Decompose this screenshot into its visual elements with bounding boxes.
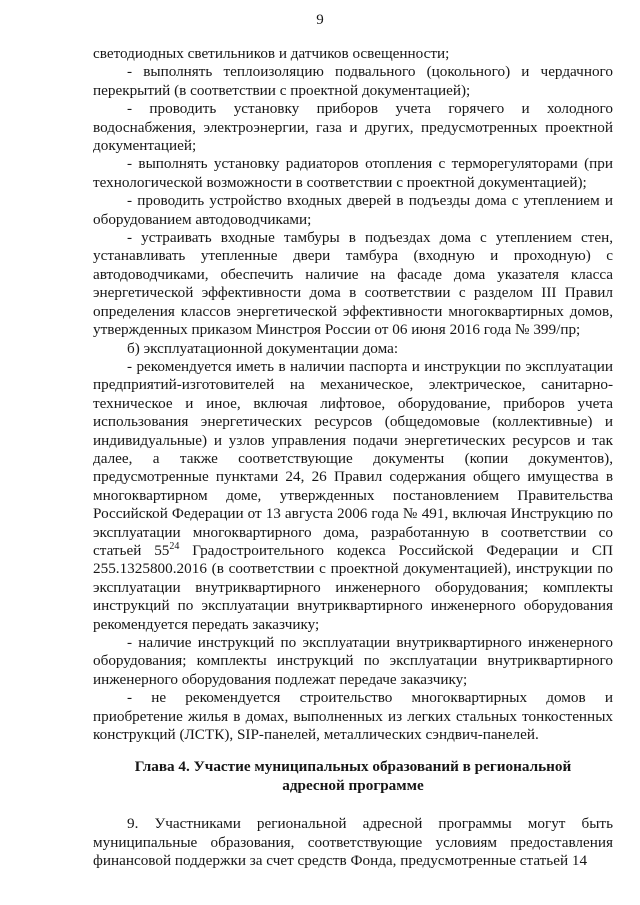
paragraph-operational-docs: б) эксплуатационной документации дома: xyxy=(127,339,399,357)
paragraph-passports-text-after: Градостроительного кодекса Российской Федерации и СП 255.1325800.2016 (в соответствии с проектной документацией), инструкции по эксплуатации внутриквартирного инженерного оборудования; комплекты инструкций по эксплуатации внутриквартирного инженерного оборудования рекомендуется передать заказчику; xyxy=(93,541,614,633)
paragraph-participants: 9. Участниками региональной адресной программы могут быть муниципальные образования, соответствующие условиям предоставления финансовой поддержки за счет средств Фонда, предусмотренные статьей 14 xyxy=(93,815,613,870)
paragraph-vestibules: - устраивать входные тамбуры в подъездах дома с утеплением стен, устанавливать утепленные двери тамбура (входную и проходную) с автодоводчиками, обеспечить наличие на фасаде дома указателя класса энергетической эффективности дома в соответствии с разделом III Правил определения классов энергетической эффективности многоквартирных домов, утвержденных приказом Минстроя России от 06 июня 2016 года № 399/пр; xyxy=(93,229,613,339)
chapter-heading-line1: Глава 4. Участие муниципальных образований в региональной xyxy=(134,758,572,776)
paragraph-lstk: - не рекомендуется строительство многоквартирных домов и приобретение жилья в домах, выполненных из легких стальных тонкостенных конструкций (ЛСТК), SIP-панелей, металлических сэндвич-панелей. xyxy=(93,689,613,744)
paragraph-meters: - проводить установку приборов учета горячего и холодного водоснабжения, электроэнергии, газа и других, предусмотренных проектной документацией; xyxy=(93,100,613,155)
document-body xyxy=(93,45,613,870)
paragraph-instructions: - наличие инструкций по эксплуатации внутриквартирного инженерного оборудования; комплекты инструкций по эксплуатации внутриквартирного инженерного оборудования подлежат передаче заказчику; xyxy=(93,634,613,688)
paragraph-insulation: - выполнять теплоизоляцию подвального (цокольного) и чердачного перекрытий (в соответствии с проектной документацией); xyxy=(93,63,613,99)
page-number: 9 xyxy=(316,12,324,28)
paragraph-radiators: - выполнять установку радиаторов отопления с терморегуляторами (при технологической возможности в соответствии с проектной документацией); xyxy=(93,155,613,191)
chapter-heading xyxy=(93,758,613,795)
paragraph-passports xyxy=(93,358,613,634)
paragraph-passports-text: - рекомендуется иметь в наличии паспорта и инструкции по эксплуатации предприятий-изготовителей на механическое, электрическое, санитарно-техническое и иное, включая лифтовое, оборудование, приборов учета использования энергетических ресурсов (общедомовые (коллективные) и индивидуальные) и узлов управления подачи энергетических ресурсов и так далее, а также соответствующие документы (копии документов), предусмотренные пунктами 24, 26 Правил содержания общего имущества в многоквартирном доме, утвержденных постановлением Правительства Российской Федерации от 13 августа 2006 года № 491, включая Инструкцию по эксплуатации многоквартирного дома, разработанную в соответствии со статьей 55 xyxy=(93,357,613,559)
paragraph-entrance-doors: - проводить устройство входных дверей в подъезды дома с утеплением и оборудованием автодоводчиками; xyxy=(93,192,613,228)
chapter-heading-line2: адресной программе xyxy=(282,776,424,794)
footnote-marker: 24 xyxy=(169,540,180,552)
paragraph-lighting-continuation: светодиодных светильников и датчиков освещенности; xyxy=(93,45,450,62)
